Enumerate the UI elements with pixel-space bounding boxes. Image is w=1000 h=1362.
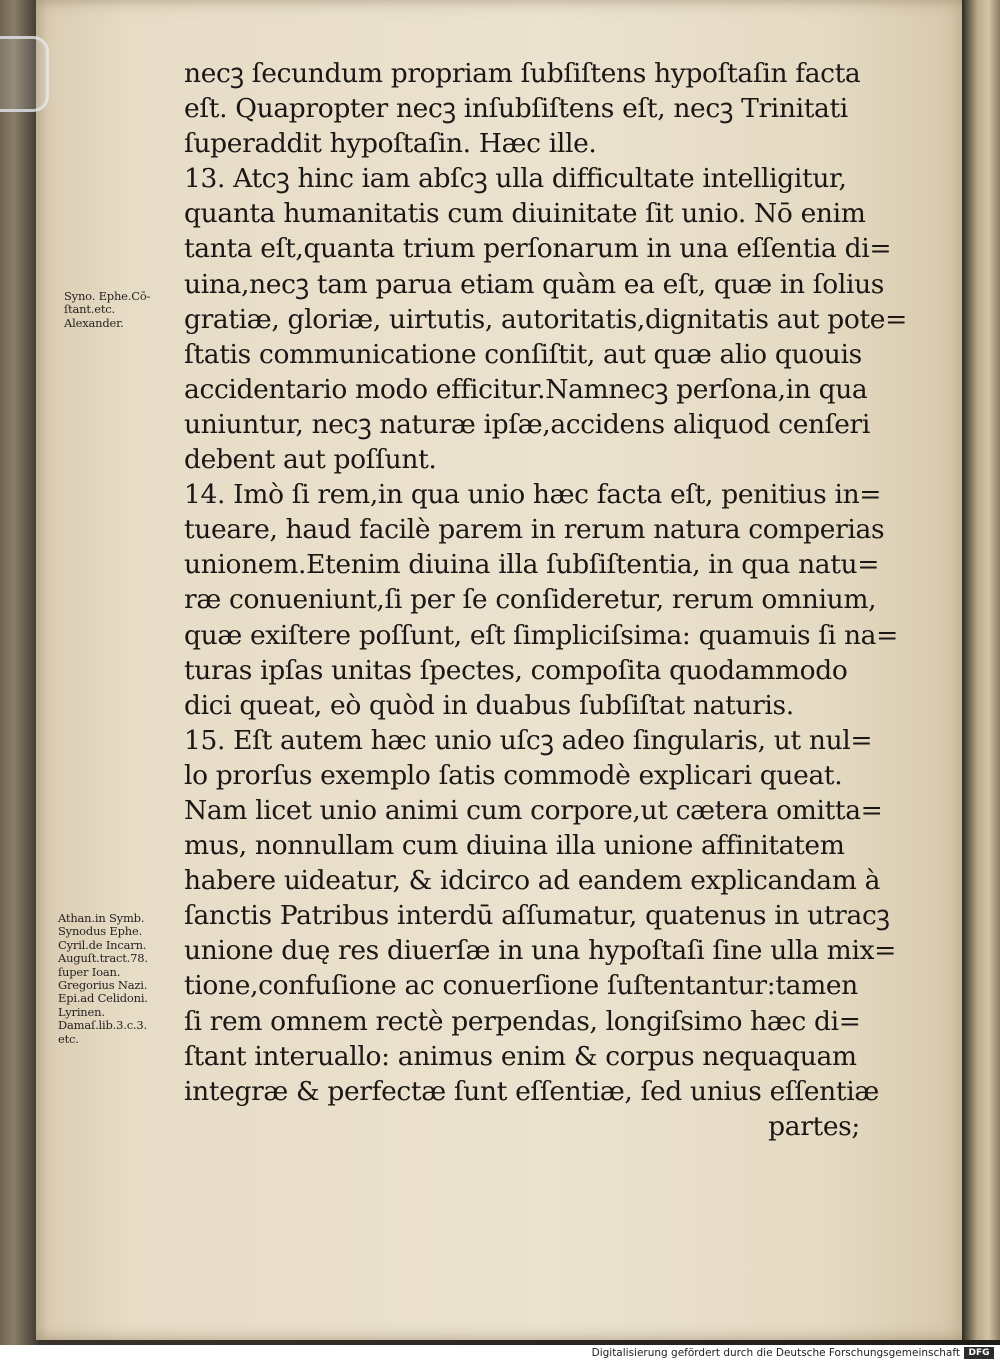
text-line: uniuntur, necꝫ naturæ ipſæ,accidens aliquod cenſeri	[184, 408, 870, 440]
text-line: habere uideatur, & idcirco ad eandem explicandam à	[184, 865, 881, 897]
margin-note-line: ſuper Ioan.	[58, 964, 121, 979]
text-line: partes;	[768, 1110, 860, 1142]
text-line: tanta eſt,quanta trium perſonarum in una eſſentia di=	[184, 233, 892, 265]
text-line: necꝫ ſecundum propriam ſubſiſtens hypoſtaſin facta	[184, 58, 861, 89]
text-line: debent aut poſſunt.	[184, 444, 437, 476]
margin-note-line: ſtant.etc.	[64, 302, 115, 317]
margin-note-line: Synodus Ephe.	[58, 924, 143, 939]
margin-note-line: Epi.ad Celidoni.	[58, 991, 148, 1006]
text-line: ſanctis Patribus interdū aſſumatur, quatenus in utracꝫ	[184, 900, 890, 932]
text-line: integræ & perfectæ ſunt eſſentiæ, ſed unius eſſentiæ	[184, 1075, 879, 1107]
text-line: ræ conueniunt,ſi per ſe conſideretur, rerum omnium,	[184, 584, 877, 616]
text-line: unionem.Etenim diuina illa ſubſiſtentia, in qua natu=	[184, 549, 880, 581]
margin-note-line: Gregorius Nazi.	[58, 978, 148, 993]
body-text	[184, 56, 907, 1144]
text-line: Nam licet unio animi cum corpore,ut cætera omitta=	[184, 794, 883, 826]
text-line: turas ipſas unitas ſpectes, compoſita quodammodo	[184, 654, 848, 686]
text-line: 15. Eſt autem hæc unio uſcꝫ adeo ſingularis, ut nul=	[184, 724, 873, 756]
margin-note-line: etc.	[58, 1031, 79, 1046]
text-line: ſi rem omnem rectè perpendas, longiſsimo hæc di=	[184, 1005, 861, 1037]
margin-note-line: Lyrinen.	[58, 1004, 105, 1019]
text-line: mus, nonnullam cum diuina illa unione affinitatem	[184, 830, 845, 862]
text-line: eſt. Quapropter necꝫ inſubſiſtens eſt, necꝫ Trinitati	[184, 93, 848, 125]
margin-note-line: Athan.in Symb.	[58, 911, 145, 925]
text-line: uina,necꝫ tam parua etiam quàm ea eſt, quæ in ſolius	[184, 268, 885, 300]
dfg-logo-icon: DFG	[964, 1347, 994, 1359]
margin-note-line: Damaſ.lib.3.c.3.	[58, 1018, 147, 1033]
text-line: lo prorſus exemplo ſatis commodè explicari queat.	[184, 759, 843, 791]
digitization-footer	[0, 1345, 1000, 1362]
text-line: unione duę res diuerſæ in una hypoſtaſi ſine ulla mix=	[184, 935, 897, 967]
margin-note-line: Cyril.de Incarn.	[58, 937, 147, 952]
margin-note-fathers	[58, 912, 148, 1046]
page-clip-icon	[0, 36, 49, 112]
text-line: tione,confuſione ac conuerſione ſuſtentantur:tamen	[184, 970, 858, 1002]
text-line: ſuperaddit hypoſtaſin. Hæc ille.	[184, 128, 597, 160]
text-line: accidentario modo efficitur.Namnecꝫ perſona,in qua	[184, 373, 868, 405]
text-line: quanta humanitatis cum diuinitate ſit unio. Nō enim	[184, 198, 866, 230]
text-line: ſtant interuallo: animus enim & corpus nequaquam	[184, 1040, 857, 1072]
facing-page-edge	[962, 0, 1000, 1340]
text-line: ſtatis communicatione conſiſtit, aut quæ alio quouis	[184, 338, 862, 370]
text-line: tueare, haud facilè parem in rerum natura comperias	[184, 514, 885, 546]
text-line: 14. Imò ſi rem,in qua unio hæc facta eſt, penitius in=	[184, 479, 882, 511]
text-line: 13. Atcꝫ hinc iam abſcꝫ ulla difficultate intelligitur,	[184, 163, 847, 195]
margin-note-line: Alexander.	[64, 315, 124, 330]
text-line: quæ exiſtere poſſunt, eſt ſimpliciſsima: quamuis ſi na=	[184, 619, 898, 651]
text-line: dici queat, eò quòd in duabus ſubſiſtat naturis.	[184, 689, 794, 721]
margin-note-synod	[64, 290, 150, 330]
text-line: gratiæ, gloriæ, uirtutis, autoritatis,dignitatis aut pote=	[184, 303, 907, 335]
footer-text: Digitalisierung gefördert durch die Deutsche Forschungsgemeinschaft	[591, 1347, 960, 1359]
margin-note-line: Auguſt.tract.78.	[58, 951, 148, 966]
margin-note-line: Syno. Ephe.Cō-	[64, 289, 151, 303]
